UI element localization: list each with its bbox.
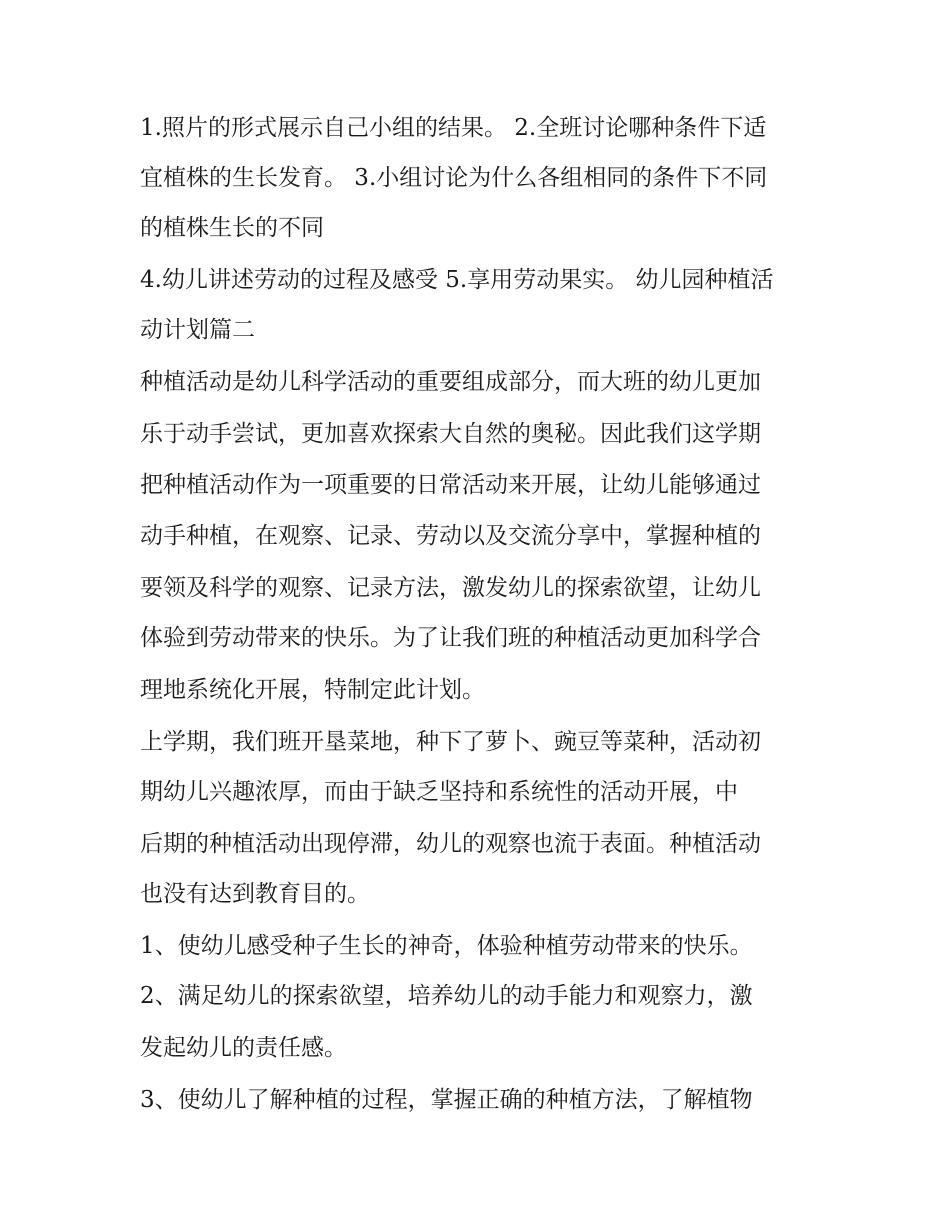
- text-line-20: 3、使幼儿了解种植的过程，掌握正确的种植方法，了解植物: [140, 1087, 753, 1113]
- text-line-12: 理地系统化开展，特制定此计划。: [140, 677, 485, 703]
- text-line-13: 上学期，我们班开垦菜地，种下了萝卜、豌豆等菜种，活动初: [140, 729, 761, 755]
- text-line-10: 要领及科学的观察、记录方法，激发幼儿的探索欲望，让幼儿: [140, 575, 761, 601]
- text-line-17: 1、使幼儿感受种子生长的神奇，体验种植劳动带来的快乐。: [140, 933, 753, 959]
- text-line-18: 2、满足幼儿的探索欲望，培养幼儿的动手能力和观察力，激: [140, 983, 753, 1009]
- text-line-15: 后期的种植活动出现停滞，幼儿的观察也流于表面。种植活动: [140, 831, 761, 857]
- text-line-16: 也没有达到教育目的。: [140, 881, 370, 907]
- text-line-6: 种植活动是幼儿科学活动的重要组成部分，而大班的幼儿更加: [140, 369, 761, 395]
- text-line-14: 期幼儿兴趣浓厚，而由于缺乏坚持和系统性的活动开展，中: [140, 779, 738, 805]
- text-line-3: 的植株生长的不同: [140, 215, 324, 241]
- text-line-2: 宜植株的生长发育。 3.小组讨论为什么各组相同的条件下不同: [140, 165, 768, 191]
- text-line-7: 乐于动手尝试，更加喜欢探索大自然的奥秘。因此我们这学期: [140, 421, 761, 447]
- text-line-11: 体验到劳动带来的快乐。为了让我们班的种植活动更加科学合: [140, 625, 761, 651]
- text-line-4: 4.幼儿讲述劳动的过程及感受 5.享用劳动果实。 幼儿园种植活: [140, 267, 774, 293]
- text-line-8: 把种植活动作为一项重要的日常活动来开展，让幼儿能够通过: [140, 472, 761, 498]
- text-line-5: 动计划篇二: [140, 317, 255, 343]
- text-line-9: 动手种植，在观察、记录、劳动以及交流分享中，掌握种植的: [140, 523, 761, 549]
- text-line-1: 1.照片的形式展示自己小组的结果。 2.全班讨论哪种条件下适: [140, 115, 767, 141]
- text-line-19: 发起幼儿的责任感。: [140, 1035, 347, 1061]
